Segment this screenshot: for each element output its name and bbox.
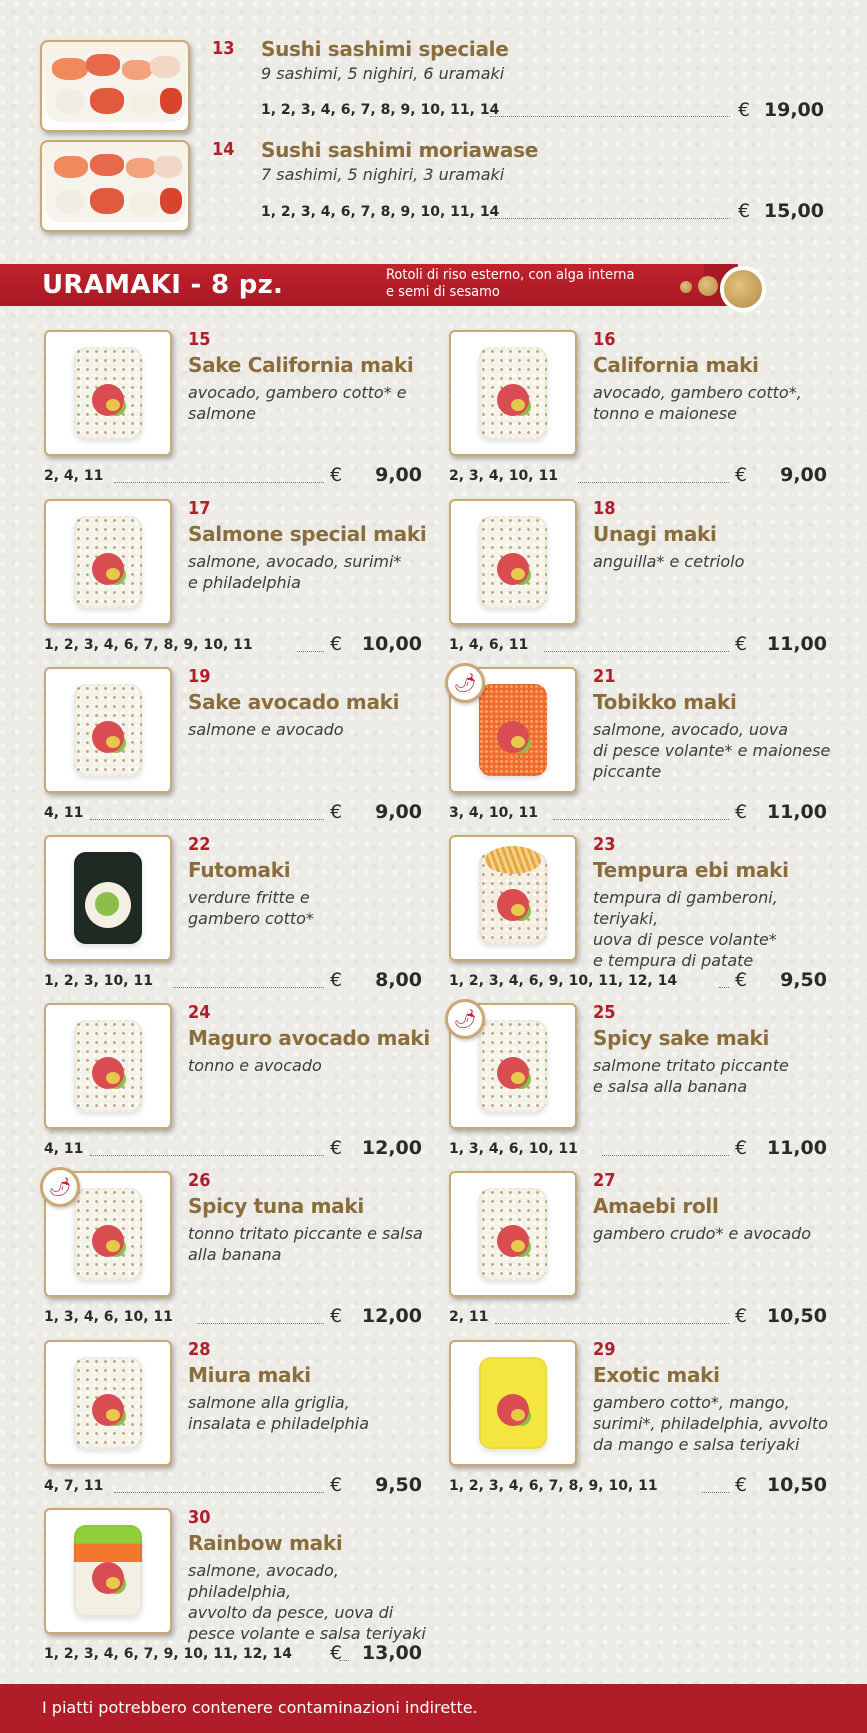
item-name: Sushi sashimi speciale [261,37,509,61]
item-description [188,1223,438,1265]
item-description [188,887,438,929]
item-description-line: uova di pesce volante* [593,930,777,949]
currency-symbol: € [735,1305,748,1327]
allergen-list: 2, 4, 11 [44,468,104,484]
item-number: 19 [188,666,211,687]
dot-leader [90,819,325,820]
allergen-list: 1, 2, 3, 4, 6, 7, 8, 9, 10, 11 [449,1478,658,1494]
currency-symbol: € [330,1305,343,1327]
dot-leader [114,1492,324,1493]
section-title: URAMAKI - 8 pz. [42,270,284,300]
futomaki-icon [44,835,172,961]
uramaki-miura-icon [44,1340,172,1466]
chili-pepper-icon: 🌶 [40,1167,80,1207]
item-number: 21 [593,666,616,687]
dot-leader [495,1323,730,1324]
uramaki-california-icon [449,330,577,456]
item-price: 10,50 [766,1474,827,1496]
currency-symbol: € [330,1642,343,1664]
item-description-line: avocado, gambero cotto*, [593,383,802,402]
item-price: 11,00 [766,633,827,655]
allergen-list: 3, 4, 10, 11 [449,805,539,821]
item-description-line: salmone, avocado, uova [593,720,789,739]
dot-leader [553,819,729,820]
section-subtitle-line: e semi di sesamo [386,284,500,300]
item-description-line: e philadelphia [188,573,301,592]
item-name: Spicy sake maki [593,1026,770,1050]
item-number: 27 [593,1170,616,1191]
currency-symbol: € [738,99,751,121]
dot-leader [490,116,730,117]
currency-symbol: € [330,1137,343,1159]
currency-symbol: € [330,1474,343,1496]
dot-leader [578,482,730,483]
item-description-line: avvolto da pesce, uova di [188,1603,394,1622]
dot-leader [719,987,729,988]
uramaki-tempura-icon [449,835,577,961]
dot-leader [602,1155,729,1156]
item-description-line: e salsa alla banana [593,1077,748,1096]
item-description-line: di pesce volante* e maionese [593,741,831,760]
dot-leader [90,1155,325,1156]
item-description [593,1223,843,1244]
item-name: Spicy tuna maki [188,1194,364,1218]
uramaki-salmone-special-icon [44,499,172,625]
item-description [188,719,438,740]
item-number: 22 [188,834,211,855]
chili-pepper-icon: 🌶 [445,999,485,1039]
item-description-line: salmone [188,404,256,423]
currency-symbol: € [330,633,343,655]
item-price: 9,00 [375,464,422,486]
item-description-line: tonno tritato piccante e salsa [188,1224,423,1243]
item-price: 12,00 [361,1137,422,1159]
item-description: 7 sashimi, 5 nighiri, 3 uramaki [261,165,505,184]
item-price: 13,00 [361,1642,422,1664]
item-price: 9,00 [780,464,827,486]
dot-leader [173,987,325,988]
item-description: 9 sashimi, 5 nighiri, 6 uramaki [261,64,505,83]
item-name: Futomaki [188,858,291,882]
dot-leader [197,1323,324,1324]
item-description-line: avocado, gambero cotto* e [188,383,407,402]
allergen-list: 1, 2, 3, 4, 6, 7, 8, 9, 10, 11, 14 [261,102,500,118]
dot-leader [114,482,324,483]
allergen-list: 1, 2, 3, 4, 6, 7, 8, 9, 10, 11, 14 [261,204,500,220]
allergen-list: 1, 3, 4, 6, 10, 11 [449,1141,578,1157]
item-name: Sushi sashimi moriawase [261,138,538,162]
uramaki-unagi-icon [449,499,577,625]
decorative-dot-icon [698,276,718,296]
item-number: 15 [188,329,211,350]
dot-leader [702,1492,729,1493]
item-number: 25 [593,1002,616,1023]
item-name: Salmone special maki [188,522,427,546]
currency-symbol: € [735,969,748,991]
currency-symbol: € [735,801,748,823]
item-description-line: da mango e salsa teriyaki [593,1435,800,1454]
dot-leader [297,651,324,652]
allergen-list: 1, 2, 3, 10, 11 [44,973,153,989]
allergen-list: 1, 2, 3, 4, 6, 9, 10, 11, 12, 14 [449,973,678,989]
item-number: 30 [188,1507,211,1528]
item-price: 9,00 [375,801,422,823]
item-number: 26 [188,1170,211,1191]
currency-symbol: € [735,1137,748,1159]
item-price: 19,00 [763,99,824,121]
allergen-list: 1, 4, 6, 11 [449,637,529,653]
item-name: Miura maki [188,1363,311,1387]
currency-symbol: € [735,1474,748,1496]
item-description [593,551,843,572]
item-description-line: verdure fritte e [188,888,310,907]
allergen-list: 1, 3, 4, 6, 10, 11 [44,1309,173,1325]
item-number: 29 [593,1339,616,1360]
item-number: 28 [188,1339,211,1360]
uramaki-exotic-icon [449,1340,577,1466]
item-price: 10,50 [766,1305,827,1327]
allergen-list: 2, 3, 4, 10, 11 [449,468,558,484]
section-subtitle [386,267,634,301]
section-banner [0,264,738,306]
item-name: Maguro avocado maki [188,1026,430,1050]
item-name: Sake avocado maki [188,690,400,714]
item-description-line: gambero crudo* e avocado [593,1224,812,1243]
item-description [593,887,843,971]
item-description-line: tonno e maionese [593,404,737,423]
item-number: 13 [212,38,235,59]
item-number: 16 [593,329,616,350]
chili-pepper-icon: 🌶 [445,663,485,703]
item-description-line: insalata e philadelphia [188,1414,370,1433]
item-description-line: salmone, avocado, philadelphia, [188,1561,339,1601]
item-name: Amaebi roll [593,1194,719,1218]
sushi-sashimi-platter-image [40,140,190,232]
item-description [188,1392,438,1434]
item-name: Tobikko maki [593,690,737,714]
item-price: 12,00 [361,1305,422,1327]
item-number: 18 [593,498,616,519]
item-price: 9,50 [375,1474,422,1496]
item-name: Tempura ebi maki [593,858,789,882]
item-name: Rainbow maki [188,1531,343,1555]
allergen-list: 1, 2, 3, 4, 6, 7, 9, 10, 11, 12, 14 [44,1646,293,1662]
item-price: 10,00 [361,633,422,655]
item-description [593,1055,843,1097]
item-price: 15,00 [763,200,824,222]
item-description-line: e tempura di patate [593,951,754,970]
item-description-line: salmone tritato piccante [593,1056,789,1075]
allergen-list: 4, 11 [44,1141,84,1157]
currency-symbol: € [735,464,748,486]
item-number: 23 [593,834,616,855]
currency-symbol: € [735,633,748,655]
item-name: Unagi maki [593,522,717,546]
item-description [188,1055,438,1076]
decorative-dot-icon [680,281,692,293]
item-description-line: anguilla* e cetriolo [593,552,745,571]
item-description-line: alla banana [188,1245,282,1264]
item-description-line: piccante [593,762,662,781]
item-name: Exotic maki [593,1363,720,1387]
currency-symbol: € [330,969,343,991]
uramaki-amaebi-icon [449,1171,577,1297]
uramaki-sake-avocado-icon [44,667,172,793]
allergen-list: 1, 2, 3, 4, 6, 7, 8, 9, 10, 11 [44,637,253,653]
allergen-list: 4, 11 [44,805,84,821]
item-description-line: surimi*, philadelphia, avvolto [593,1414,828,1433]
allergen-list: 4, 7, 11 [44,1478,104,1494]
decorative-dot-icon [720,266,766,312]
footer-bar [0,1684,867,1733]
item-description [188,382,438,424]
item-description [593,382,843,424]
item-number: 14 [212,139,235,160]
uramaki-rainbow-icon [44,1508,172,1634]
currency-symbol: € [738,200,751,222]
footer-note: I piatti potrebbero contenere contaminazioni indirette. [42,1698,478,1717]
sushi-sashimi-platter-image [40,40,190,132]
item-description-line: pesce volante e salsa teriyaki [188,1624,426,1643]
allergen-list: 2, 11 [449,1309,489,1325]
dot-leader [544,651,729,652]
item-number: 17 [188,498,211,519]
item-description-line: gambero cotto*, mango, [593,1393,790,1412]
item-description-line: salmone, avocado, surimi* [188,552,402,571]
item-description [188,551,438,593]
currency-symbol: € [330,801,343,823]
item-price: 8,00 [375,969,422,991]
item-price: 11,00 [766,801,827,823]
item-price: 11,00 [766,1137,827,1159]
uramaki-salmon-icon [44,330,172,456]
item-description-line: salmone e avocado [188,720,344,739]
item-description-line: tempura di gamberoni, teriyaki, [593,888,778,928]
item-description [593,1392,843,1455]
currency-symbol: € [330,464,343,486]
item-description-line: salmone alla griglia, [188,1393,350,1412]
item-price: 9,50 [780,969,827,991]
item-name: Sake California maki [188,353,414,377]
item-description [188,1560,438,1644]
item-description-line: gambero cotto* [188,909,314,928]
item-name: California maki [593,353,759,377]
item-number: 24 [188,1002,211,1023]
section-subtitle-line: Rotoli di riso esterno, con alga interna [386,267,635,283]
uramaki-maguro-icon [44,1003,172,1129]
item-description [593,719,843,782]
item-description-line: tonno e avocado [188,1056,322,1075]
dot-leader [490,218,730,219]
